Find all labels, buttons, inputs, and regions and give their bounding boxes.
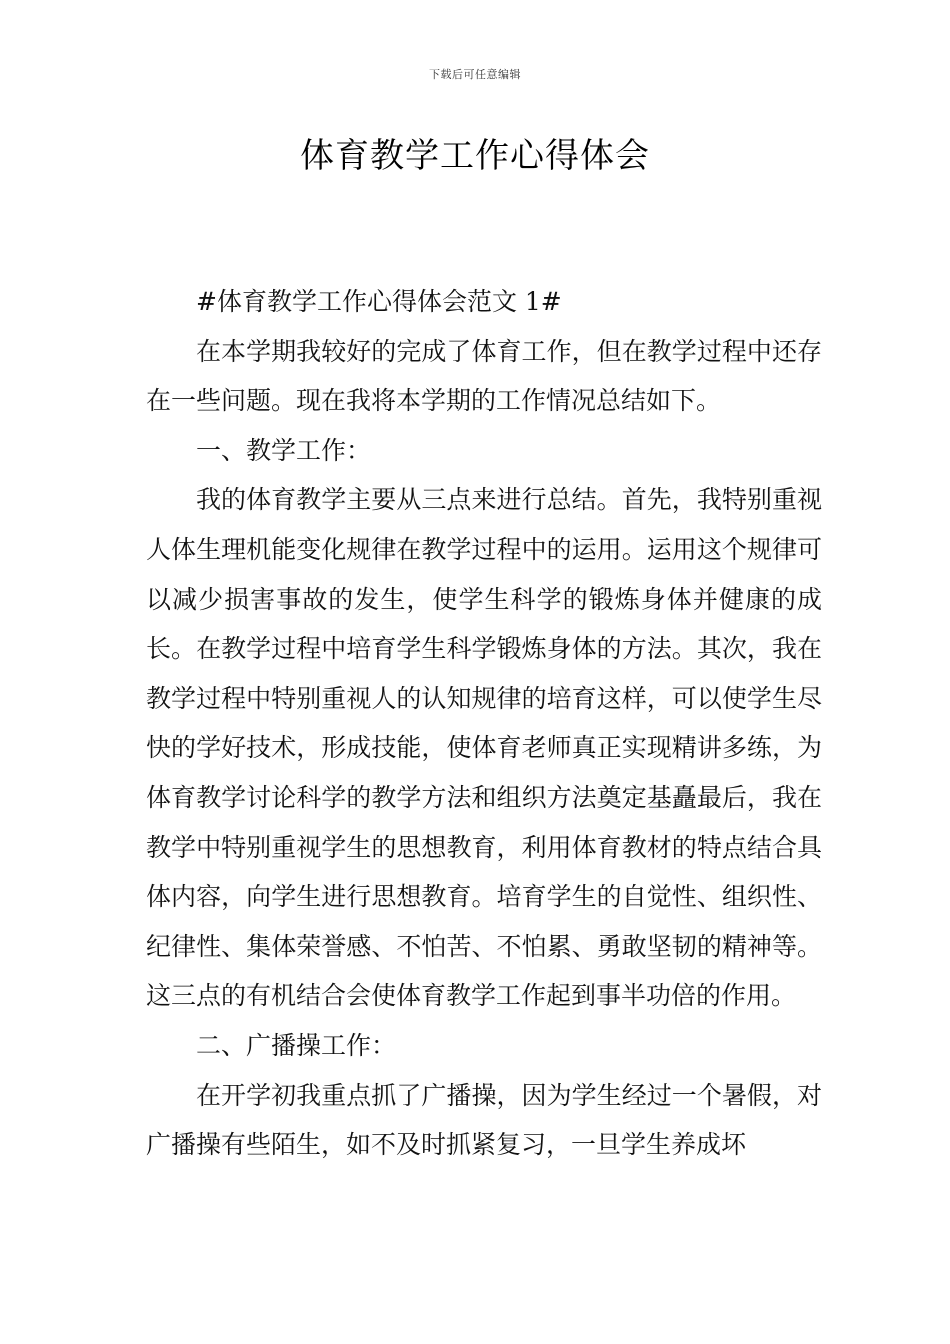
header-note: 下载后可任意编辑 [429,68,521,81]
section-heading: #体育教学工作心得体会范文 1# [196,287,562,316]
subsection-heading: 二、广播操工作： [196,1030,397,1060]
subsection-heading: 一、教学工作： [196,435,372,465]
document-body [146,277,822,1170]
document-title: 体育教学工作心得体会 [300,136,650,176]
body-paragraph: 在开学初我重点抓了广播操，因为学生经过一个暑假，对广播操有些陌生，如不及时抓紧复习，一旦学生养成坏 [146,1080,822,1160]
body-paragraph: 我的体育教学主要从三点来进行总结。首先，我特别重视人体生理机能变化规律在教学过程中的运用。运用这个规律可以减少损害事故的发生，使学生科学的锻炼身体并健康的成长。在教学过程中培育学生科学锻炼身体的方法。其次，我在教学过程中特别重视人的认知规律的培育这样，可以使学生尽快的学好技术，形成技能，使体育老师真正实现精讲多练，为体育教学讨论科学的教学方法和组织方法奠定基矗最后，我在教学中特别重视学生的思想教育，利用体育教材的特点结合具体内容，向学生进行思想教育。培育学生的自觉性、组织性、纪律性、集体荣誉感、不怕苦、不怕累、勇敢坚韧的精神等。这三点的有机结合会使体育教学工作起到事半功倍的作用。 [146,485,822,1011]
body-paragraph: 在本学期我较好的完成了体育工作，但在教学过程中还存在一些问题。现在我将本学期的工作情况总结如下。 [146,336,822,416]
